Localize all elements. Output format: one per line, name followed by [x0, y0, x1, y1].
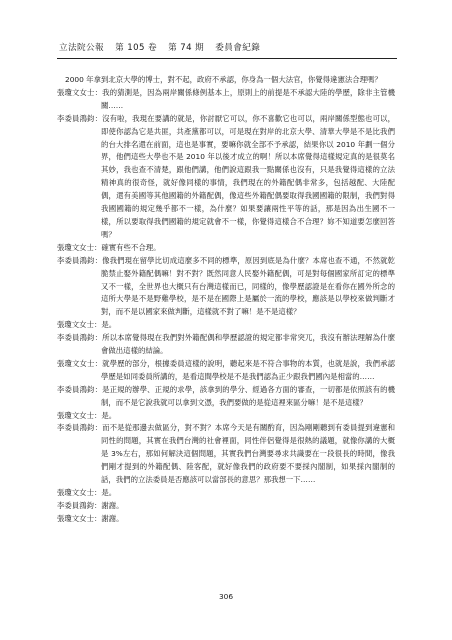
volume-number: 第 105 卷 — [115, 43, 157, 53]
paragraph-text: 是。 — [101, 320, 117, 330]
transcript-paragraph — [57, 242, 395, 255]
transcript-paragraph — [57, 513, 395, 526]
paragraph-text: 是。 — [101, 410, 117, 420]
header-rule — [57, 58, 397, 59]
speaker-label: 李委員鴻鈞： — [57, 255, 103, 265]
paragraph-text: 而不是從那邊去做區分，對不對？本席今天是有關酌育，因為剛剛聽到有委員提到違憲和同性的問題，其實在我們台灣的社會裡面，同性伴侶覺得是很熱的議題，就像你講的大概是 3%左右，那如何解決這個問題，其實我們台灣要尋求共識要在一段很長的時間，像我們剛才提到的外籍配偶、陸客配，就好像我們的政府要不要採內閣制，如果採內閣制的話，我們的立法委員是否應該可以當部長的意思？那我想一下…… — [101, 423, 395, 485]
transcript-paragraph — [57, 500, 395, 513]
page-number: 306 — [218, 592, 234, 601]
transcript-paragraph — [57, 319, 395, 332]
paragraph-text: 我的猜測是，因為兩岸關係條例基本上，原則上的前提是不承認大陸的學歷，除非主管機關…… — [101, 87, 395, 110]
transcript-paragraph — [57, 113, 395, 242]
section-name: 委員會紀錄 — [215, 43, 261, 53]
speaker-label: 李委員鴻鈞： — [57, 384, 103, 394]
speaker-label: 李委員鴻鈞： — [57, 423, 103, 433]
transcript-paragraph — [57, 87, 395, 113]
speaker-label: 張瓊文女士： — [57, 488, 102, 497]
transcript-paragraph — [57, 410, 395, 423]
paragraph-text: 像我們現在留學比切成這麼多不同的標準，原因到底是為什麼？本席也查不通，不然就乾脆禁止娶外籍配偶嘛！對不對？既然同意人民娶外籍配偶，可是對每個國家所訂定的標準又不一樣，全世界也大概只有台灣這樣而已，同樣的，像學歷認證是在看你在國外所念的這所大學是不是野雞學校，是不是在國際上是屬於一流的學校，應該是以學校來做判斷才對，而不是以國家來做判斷，這樣就不對了嘛！是不是這樣？ — [101, 255, 395, 317]
transcript-body — [57, 74, 395, 526]
transcript-paragraph — [57, 384, 395, 410]
paragraph-text: 謝謝。 — [101, 500, 124, 510]
paragraph-text: 2000 年拿到北京大學的博士，對不起，政府不承認，你身為一個大法官，你覺得違憲法合理嗎？ — [65, 75, 382, 84]
transcript-paragraph — [57, 332, 395, 358]
speaker-label: 張瓊文女士： — [57, 513, 102, 523]
transcript-paragraph — [57, 255, 395, 320]
speaker-label: 張瓊文女士： — [57, 87, 103, 97]
paragraph-text: 確實有些不合理。 — [101, 242, 161, 252]
speaker-label: 李委員鴻鈞： — [57, 333, 103, 343]
transcript-paragraph — [57, 422, 395, 487]
paragraph-text: 是。 — [101, 488, 117, 497]
paragraph-text: 謝謝。 — [101, 513, 124, 523]
speaker-label: 張瓊文女士： — [57, 242, 102, 252]
speaker-label: 張瓊文女士： — [57, 320, 102, 330]
paragraph-text: 是正規的辦學、正規的求學，該拿到的學分、經過各方面的審查，一切都是依照該有的機制，而不是它說我就可以拿到文憑，我們要做的是從這裡來區分嘛！是不是這樣？ — [101, 384, 395, 407]
speaker-label: 張瓊文女士： — [57, 358, 103, 368]
page-header — [59, 41, 268, 53]
publication-name: 立法院公報 — [59, 43, 104, 53]
speaker-label: 張瓊文女士： — [57, 410, 102, 420]
paragraph-text: 所以本席覺得現在我們對外籍配偶和學歷認證的規定都非常突兀，我沒有辦法理解為什麼會做出這樣的結論。 — [101, 333, 395, 356]
speaker-label: 李委員鴻鈞： — [57, 113, 103, 123]
issue-number: 第 74 期 — [168, 43, 205, 53]
transcript-paragraph — [57, 358, 395, 384]
transcript-paragraph — [57, 74, 395, 87]
paragraph-text: 沒有啦，我現在要講的就是，你討厭它可以，你不喜歡它也可以，兩岸關係型態也可以，即使你認為它是共匪，共產黨都可以，可是現在對岸的北京大學、清華大學是不是比我們的台大排名還在前面，這也是事實，要嘛你就全部不予承認，結果你以 2010 年劃一個分界，他們這些大學也不是 2010 年以後才成立的啊！所以本席覺得這樣規定真的是很莫名其妙，我也查不清楚，跟他們講，他們說這跟我一點關係也沒有，只是我覺得這樣的立法精神真的很奇怪，就好像同樣的事情，我們現在的外籍配偶非常多，包括越配、大陸配偶，還有美國等其他國籍的外籍配偶，像這些外籍配偶要取得我國國籍的限制，我們對得我國國籍的規定幾乎都不一樣，為什麼？如果要讓兩性平等的話，那是因為出生國不一樣，所以要取得我們國籍的規定就會不一樣，你覺得這樣合不合理？妳不知道要怎麼回答嗎？ — [101, 113, 395, 239]
transcript-paragraph — [57, 487, 395, 500]
paragraph-text: 就學歷的部分，根據委員這樣的說明，聽起來是不符合事物的本質，也就是說，我們承認學歷是如同委員所講的，是看這間學校是不是我們認為正少跟我們國內是相當的…… — [101, 358, 395, 381]
speaker-label: 李委員鴻鈞： — [57, 500, 102, 510]
